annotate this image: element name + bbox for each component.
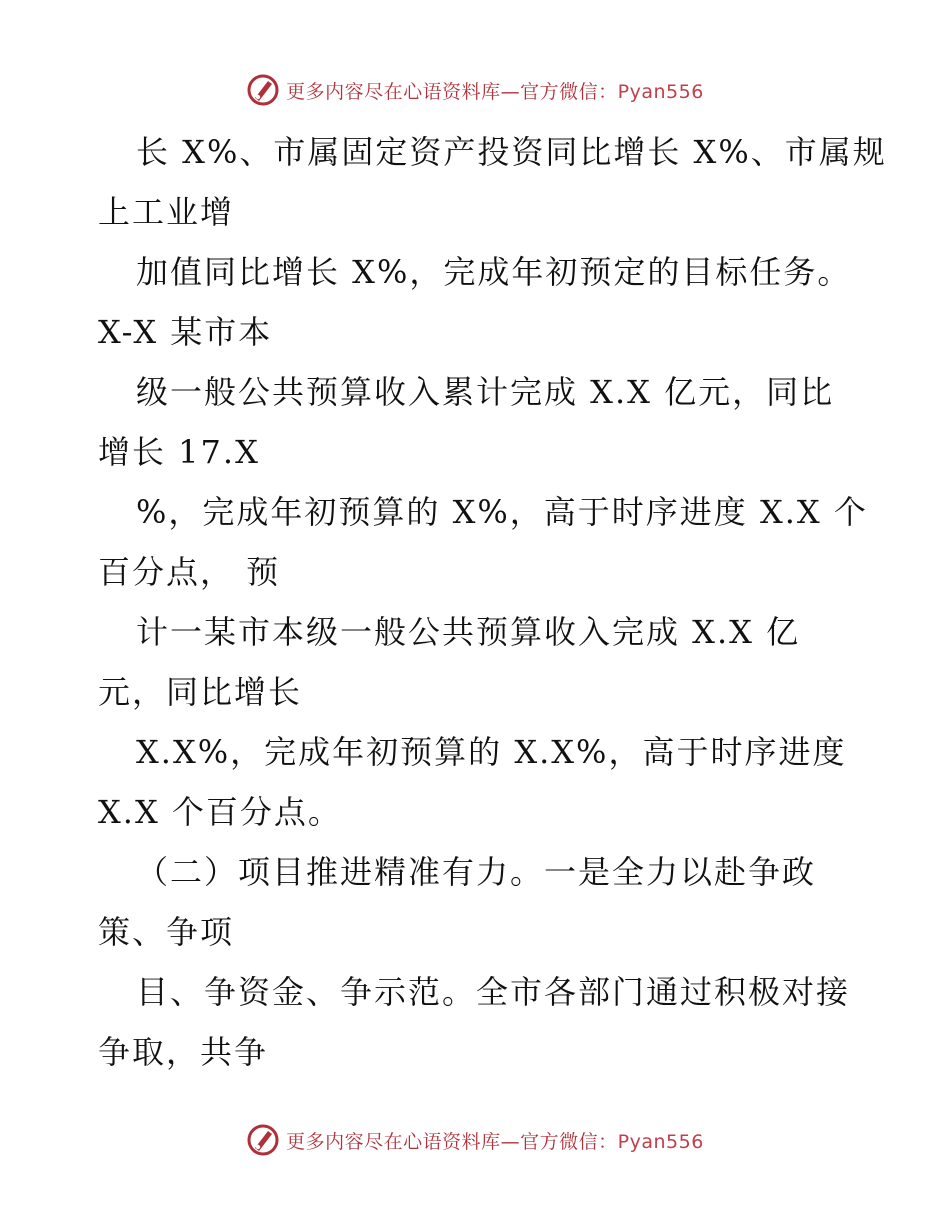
text-line: %，完成年初预算的 X%，高于时序进度 X.X 个 [136, 493, 868, 531]
text-line: （二）项目推进精准有力。一是全力以赴争政 [136, 853, 817, 891]
text-line: 级一般公共预算收入累计完成 X.X 亿元，同比 [136, 373, 835, 411]
footer-banner [0, 1120, 950, 1160]
text-line: X-X 某市本 [98, 313, 273, 351]
text-line: 争取，共争 [98, 1033, 269, 1071]
text-line: 增长 17.X [98, 433, 260, 471]
text-line: X.X%，完成年初预算的 X.X%，高于时序进度 [136, 733, 847, 771]
pen-logo-icon [246, 73, 280, 107]
text-line: 元，同比增长 [98, 673, 303, 711]
text-line: 长 X%、市属固定资产投资同比增长 X%、市属规 [136, 133, 887, 171]
footer-banner-text: 更多内容尽在心语资料库—官方微信：Pyan556 [286, 1130, 704, 1153]
text-line: 目、争资金、争示范。全市各部门通过积极对接 [136, 973, 851, 1011]
header-banner [0, 70, 950, 110]
header-banner-text: 更多内容尽在心语资料库—官方微信：Pyan556 [286, 80, 704, 103]
text-line: 百分点， 预 [98, 553, 281, 591]
text-line: X.X 个百分点。 [98, 793, 342, 831]
text-line: 计一某市本级一般公共预算收入完成 X.X 亿 [136, 613, 801, 651]
document-body [98, 122, 887, 1082]
text-line: 加值同比增长 X%，完成年初预定的目标任务。 [136, 253, 852, 291]
pen-logo-icon [246, 1123, 280, 1157]
text-line: 策、争项 [98, 913, 235, 951]
text-line: 上工业增 [98, 193, 235, 231]
